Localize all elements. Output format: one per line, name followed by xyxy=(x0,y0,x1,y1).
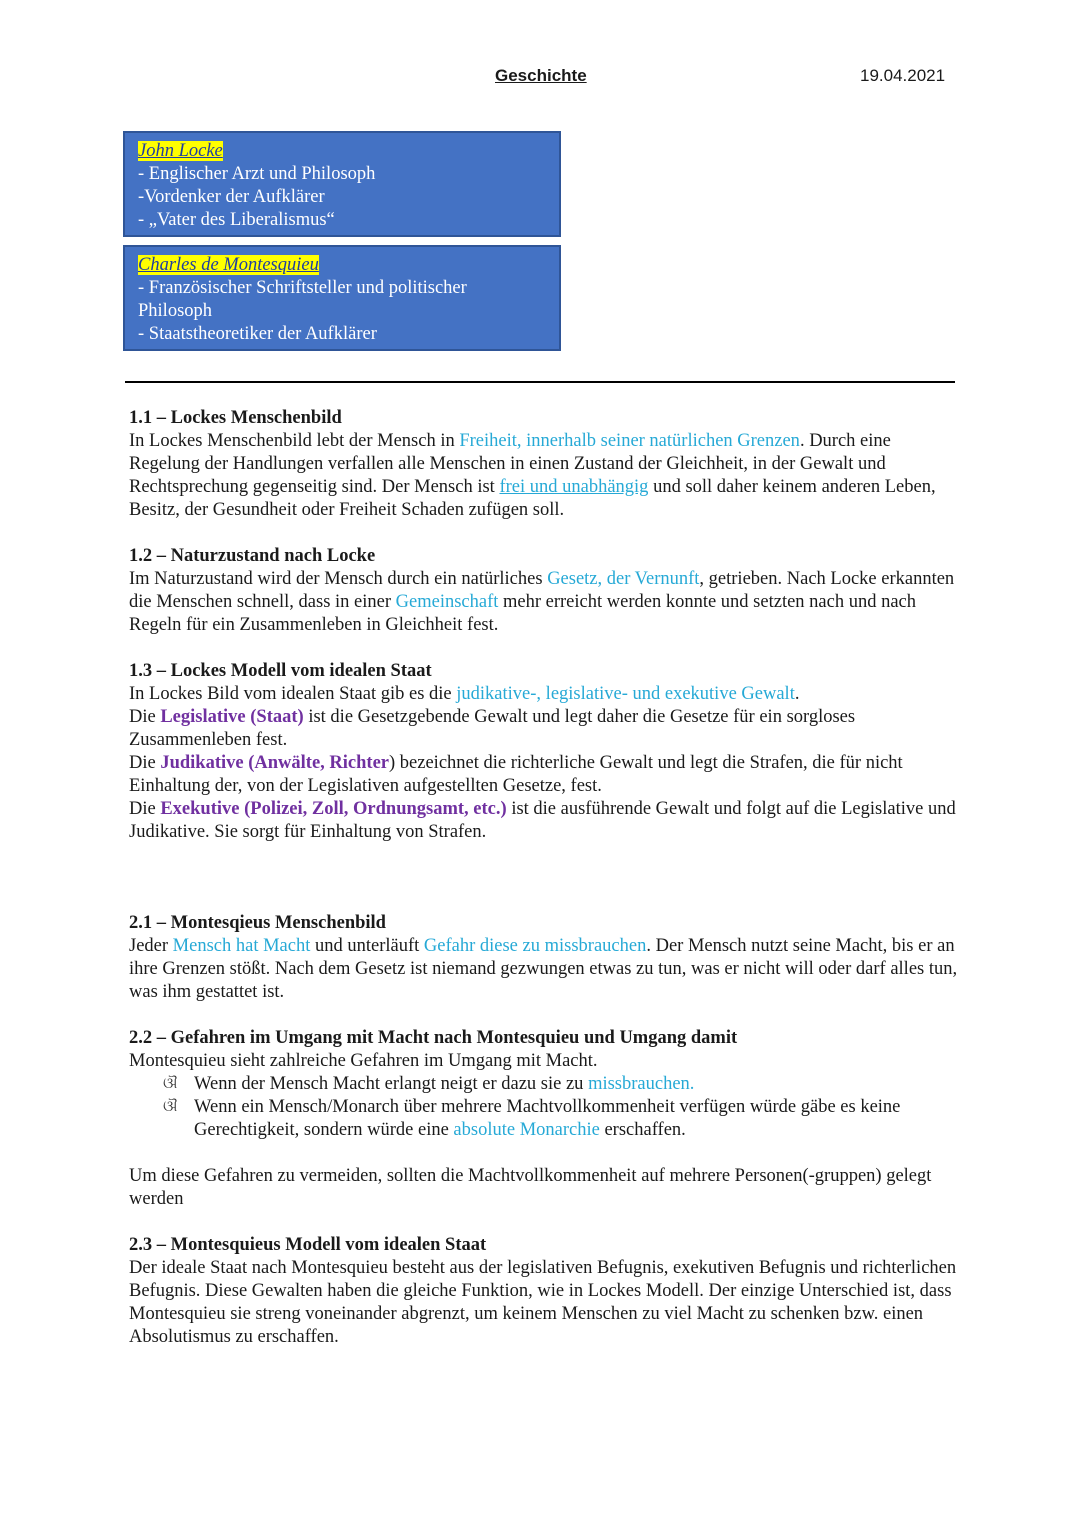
box-name: John Locke xyxy=(138,141,223,161)
section-2-1 xyxy=(129,912,959,1004)
box-line: - „Vater des Liberalismus“ xyxy=(138,210,335,230)
section-text: Die Exekutive (Polizei, Zoll, Ordnungsamt, etc.) ist die ausführende Gewalt und folgt auf die Legislative und Judikative. Sie sorgt für Einhaltung von Strafen. xyxy=(129,799,956,842)
box-line: - Staatstheoretiker der Aufklärer xyxy=(138,324,377,344)
section-text: Um diese Gefahren zu vermeiden, sollten die Machtvollkommenheit auf mehrere Personen(-gruppen) gelegt werden xyxy=(129,1166,932,1209)
list-item: ଔ Wenn ein Mensch/Monarch über mehrere Machtvollkommenheit verfügen würde gäbe es keine Gerechtigkeit, sondern würde eine absolute Monarchie erschaffen. xyxy=(163,1097,901,1140)
section-2-2 xyxy=(129,1027,959,1211)
section-1-1 xyxy=(129,407,959,522)
info-box-montesquieu xyxy=(123,245,561,351)
section-text: Der ideale Staat nach Montesquieu besteht aus der legislativen Befugnis, exekutiven Befugnis und richterlichen Befugnis. Diese Gewalten haben die gleiche Funktion, wie in Lockes Modell. Der einzige Unterschied ist, dass Montesquieu sie streng voneinander abgrenzt, um keinem Menschen zu viel Macht zu schenken bzw. einen Absolutismus zu erschaffen. xyxy=(129,1258,957,1347)
section-text: Die Judikative (Anwälte, Richter) bezeichnet die richterliche Gewalt und legt die Strafen, die für nicht Einhaltung der, von der Legislativen aufgestellten Gesetze, fest. xyxy=(129,753,903,796)
section-heading: 1.1 – Lockes Menschenbild xyxy=(129,408,342,428)
section-1-3 xyxy=(129,660,959,844)
section-heading: 1.2 – Naturzustand nach Locke xyxy=(129,546,376,566)
box-line: - Französischer Schriftsteller und politischer xyxy=(138,278,467,298)
section-heading: 1.3 – Lockes Modell vom idealen Staat xyxy=(129,661,432,681)
info-box-locke xyxy=(123,131,561,237)
page-title: Geschichte xyxy=(495,66,587,85)
section-heading: 2.3 – Montesquieus Modell vom idealen Staat xyxy=(129,1235,487,1255)
section-heading: 2.1 – Montesqieus Menschenbild xyxy=(129,913,386,933)
section-text: In Lockes Menschenbild lebt der Mensch in Freiheit, innerhalb seiner natürlichen Grenzen. Durch eine Regelung der Handlungen verfallen alle Menschen in einen Zustand der Gleichheit, in der Gewalt und Rechtsprechung gegenseitig sind. Der Mensch ist frei und unabhängig und soll daher keinem anderen Leben, Besitz, der Gesundheit oder Freiheit Schaden zufügen soll. xyxy=(129,431,936,520)
section-text: Im Naturzustand wird der Mensch durch ein natürliches Gesetz, der Vernunft, getrieben. Nach Locke erkannten die Menschen schnell, dass in einer Gemeinschaft mehr erreicht werden konnte und setzten nach und nach Regeln für ein Zusammenleben in Gleichheit fest. xyxy=(129,569,955,635)
section-1-2 xyxy=(129,545,959,637)
section-text: Jeder Mensch hat Macht und unterläuft Gefahr diese zu missbrauchen. Der Mensch nutzt seine Macht, bis er an ihre Grenzen stößt. Nach dem Gesetz ist niemand gezwungen etwas zu tun, was er nicht will oder darf alles tun, was ihm gestattet ist. xyxy=(129,936,958,1002)
box-line: -Vordenker der Aufklärer xyxy=(138,187,325,207)
box-name: Charles de Montesquieu xyxy=(138,255,319,275)
section-text: Montesquieu sieht zahlreiche Gefahren im Umgang mit Macht. xyxy=(129,1051,598,1071)
section-text: Die Legislative (Staat) ist die Gesetzgebende Gewalt und legt daher die Gesetze für ein sorgloses Zusammenleben fest. xyxy=(129,707,856,750)
divider xyxy=(125,381,955,383)
section-heading: 2.2 – Gefahren im Umgang mit Macht nach Montesquieu und Umgang damit xyxy=(129,1028,738,1048)
list-item: ଔ Wenn der Mensch Macht erlangt neigt er dazu sie zu missbrauchen. xyxy=(163,1074,695,1094)
box-line: - Englischer Arzt und Philosoph xyxy=(138,164,376,184)
page-date: 19.04.2021 xyxy=(860,66,946,85)
section-text: In Lockes Bild vom idealen Staat gib es die judikative-, legislative- und exekutive Gewalt. xyxy=(129,684,800,704)
bullet-icon: ଔ xyxy=(163,1099,178,1115)
bullet-icon: ଔ xyxy=(163,1076,178,1092)
box-line: Philosoph xyxy=(138,301,213,321)
section-2-3 xyxy=(129,1234,959,1349)
bullet-list xyxy=(129,1073,959,1142)
